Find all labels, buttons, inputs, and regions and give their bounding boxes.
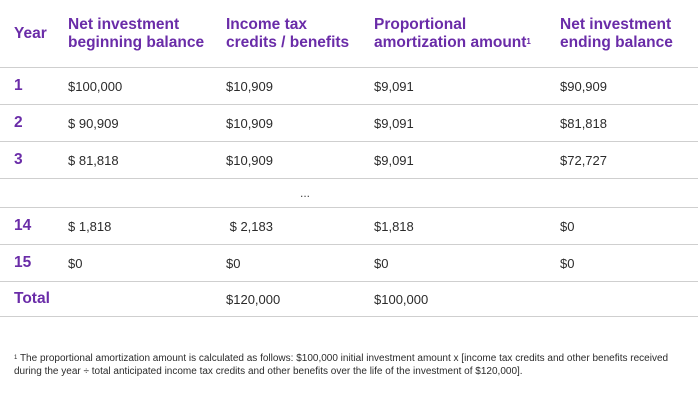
table-row [0, 105, 698, 142]
total-row [0, 282, 698, 317]
tax-credits-cell: $0 [212, 245, 360, 282]
tax-credits-cell: $10,909 [212, 142, 360, 179]
footnote-marker: 1 [526, 36, 531, 46]
ending-balance-cell: $0 [546, 208, 698, 245]
table-header-row [0, 0, 698, 68]
empty-cell [546, 282, 698, 317]
beginning-balance-cell: $ 81,818 [54, 142, 212, 179]
amortization-cell: $9,091 [360, 68, 546, 105]
total-amortization: $100,000 [360, 282, 546, 317]
total-label: Total [0, 282, 212, 317]
ellipsis: ... [0, 179, 360, 208]
beginning-balance-cell: $ 90,909 [54, 105, 212, 142]
year-cell: 15 [0, 245, 54, 282]
total-tax-credits: $120,000 [212, 282, 360, 317]
empty-cell [360, 179, 546, 208]
table-row [0, 142, 698, 179]
table-row [0, 68, 698, 105]
ending-balance-cell: $0 [546, 245, 698, 282]
empty-cell [546, 179, 698, 208]
amortization-cell: $0 [360, 245, 546, 282]
header-year: Year [0, 0, 54, 68]
footnote-text: The proportional amortization amount is calculated as follows: $100,000 initial investment amount x [income tax credits and other benefits received during the year ÷ total anticipated income tax credits and other benefits over the life of the investment of $120,000]. [14, 353, 669, 377]
amortization-cell: $9,091 [360, 105, 546, 142]
beginning-balance-cell: $100,000 [54, 68, 212, 105]
table-row [0, 208, 698, 245]
header-amortization-label: Proportional amortization amount [374, 15, 527, 51]
tax-credits-cell: $10,909 [212, 105, 360, 142]
ending-balance-cell: $72,727 [546, 142, 698, 179]
year-cell: 1 [0, 68, 54, 105]
header-ending-balance: Net investment ending balance [546, 0, 698, 68]
table-row [0, 245, 698, 282]
amortization-cell: $1,818 [360, 208, 546, 245]
amortization-cell: $9,091 [360, 142, 546, 179]
header-beginning-balance: Net investment beginning balance [54, 0, 212, 68]
year-cell: 14 [0, 208, 54, 245]
tax-credits-cell: $10,909 [212, 68, 360, 105]
footnote [14, 352, 690, 378]
year-cell: 2 [0, 105, 54, 142]
tax-credits-cell: $ 2,183 [212, 208, 360, 245]
header-amortization [360, 0, 546, 68]
year-cell: 3 [0, 142, 54, 179]
ending-balance-cell: $90,909 [546, 68, 698, 105]
ending-balance-cell: $81,818 [546, 105, 698, 142]
ellipsis-row [0, 179, 698, 208]
header-tax-credits: Income tax credits / benefits [212, 0, 360, 68]
beginning-balance-cell: $0 [54, 245, 212, 282]
beginning-balance-cell: $ 1,818 [54, 208, 212, 245]
footnote-marker: 1 [14, 355, 18, 361]
